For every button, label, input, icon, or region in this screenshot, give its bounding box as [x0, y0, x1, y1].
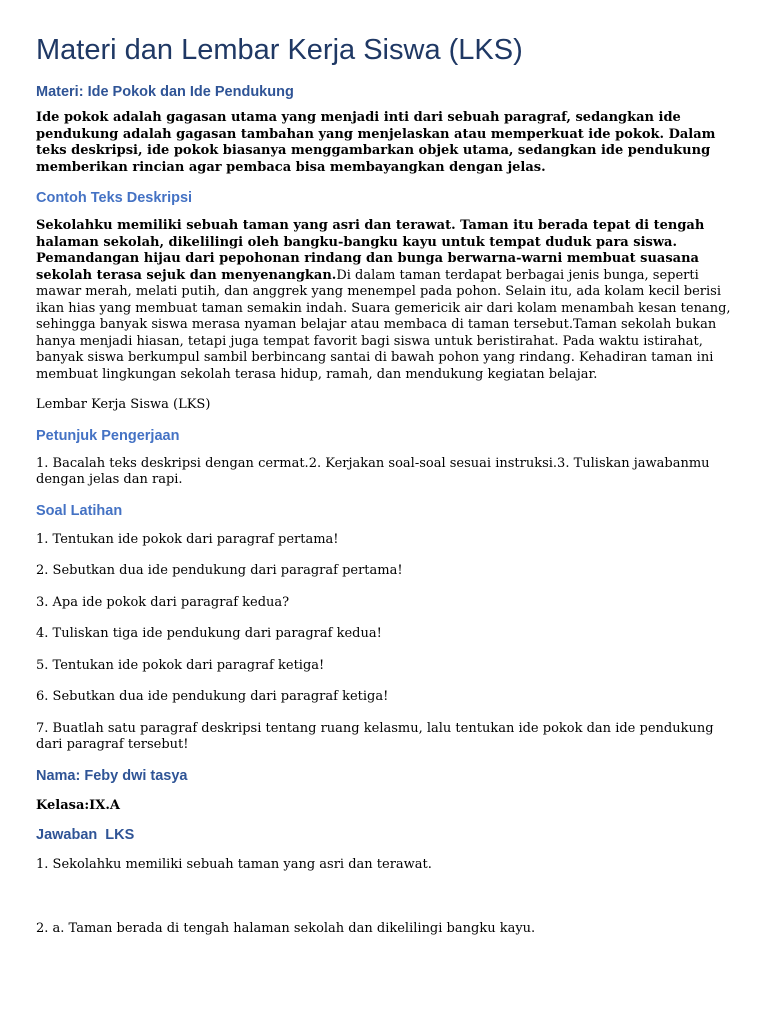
contoh-normal-text: Di dalam taman terdapat berbagai jenis bunga, seperti mawar merah, melati putih, dan anggrek yang menempel pada pohon. Selain itu, ada kolam kecil berisi ikan hias yang membuat taman semakin indah. Suara gemericik air dari kolam menambah kesan tenang, sehingga banyak siswa merasa nyaman belajar atau membaca di taman tersebut.Taman sekolah bukan hanya menjadi hiasan, tetapi juga tempat favorit bagi siswa untuk beristirahat. Pada waktu istirahat, banyak siswa berkumpul sambil berbincang santai di bawah pohon yang rindang. Kehadiran taman ini membuat lingkungan sekolah terasa hidup, ramah, dan mendukung kegiatan belajar. [36, 267, 731, 382]
soal-item: 3. Apa ide pokok dari paragraf kedua? [36, 594, 290, 610]
petunjuk-heading: Petunjuk Pengerjaan [36, 427, 180, 444]
petunjuk-paragraph: 1. Bacalah teks deskripsi dengan cermat.2. Kerjakan soal-soal sesuai instruksi.3. Tuliskan jawabanmu dengan jelas dan rapi. [36, 455, 710, 487]
soal-item: 5. Tentukan ide pokok dari paragraf ketiga! [36, 657, 325, 673]
page-title: Materi dan Lembar Kerja Siswa (LKS) [36, 34, 523, 66]
materi-paragraph: Ide pokok adalah gagasan utama yang menjadi inti dari sebuah paragraf, sedangkan ide pendukung adalah gagasan tambahan yang menjelaskan atau memperkuat ide pokok. Dalam teks deskripsi, ide pokok biasanya menggambarkan objek utama, sedangkan ide pendukung memberikan rincian agar pembaca bisa membayangkan dengan jelas. [36, 110, 716, 175]
soal-item: 1. Tentukan ide pokok dari paragraf pertama! [36, 531, 339, 547]
materi-heading: Materi: Ide Pokok dan Ide Pendukung [36, 84, 294, 100]
jawaban-heading: Jawaban LKS [36, 827, 135, 843]
nama-heading: Nama: Feby dwi tasya [36, 767, 188, 784]
kelas-label: Kelasa:IX.A [36, 797, 120, 813]
contoh-paragraph [36, 218, 736, 383]
lks-label: Lembar Kerja Siswa (LKS) [36, 397, 211, 412]
contoh-bold-text: Sekolahku memiliki sebuah taman yang asri dan terawat. Taman itu berada tepat di tengah halaman sekolah, dikelilingi oleh bangku-bangku kayu untuk tempat duduk para siswa. Pemandangan hijau dari pepohonan rindang dan bunga berwarna-warni membuat suasana sekolah terasa sejuk dan menyenangkan. [36, 218, 705, 283]
soal-item: 4. Tuliskan tiga ide pendukung dari paragraf kedua! [36, 626, 382, 641]
contoh-heading: Contoh Teks Deskripsi [36, 190, 193, 206]
jawaban-item: 1. Sekolahku memiliki sebuah taman yang asri dan terawat. [36, 857, 432, 872]
jawaban-item: 2. a. Taman berada di tengah halaman sekolah dan dikelilingi bangku kayu. [36, 920, 536, 936]
soal-item: 6. Sebutkan dua ide pendukung dari paragraf ketiga! [36, 689, 389, 704]
soal-heading: Soal Latihan [36, 502, 123, 519]
soal-item: 2. Sebutkan dua ide pendukung dari paragraf pertama! [36, 563, 403, 578]
document-page [36, 30, 736, 937]
soal-item: 7. Buatlah satu paragraf deskripsi tentang ruang kelasmu, lalu tentukan ide pokok dan ide pendukung dari paragraf tersebut! [36, 720, 714, 752]
